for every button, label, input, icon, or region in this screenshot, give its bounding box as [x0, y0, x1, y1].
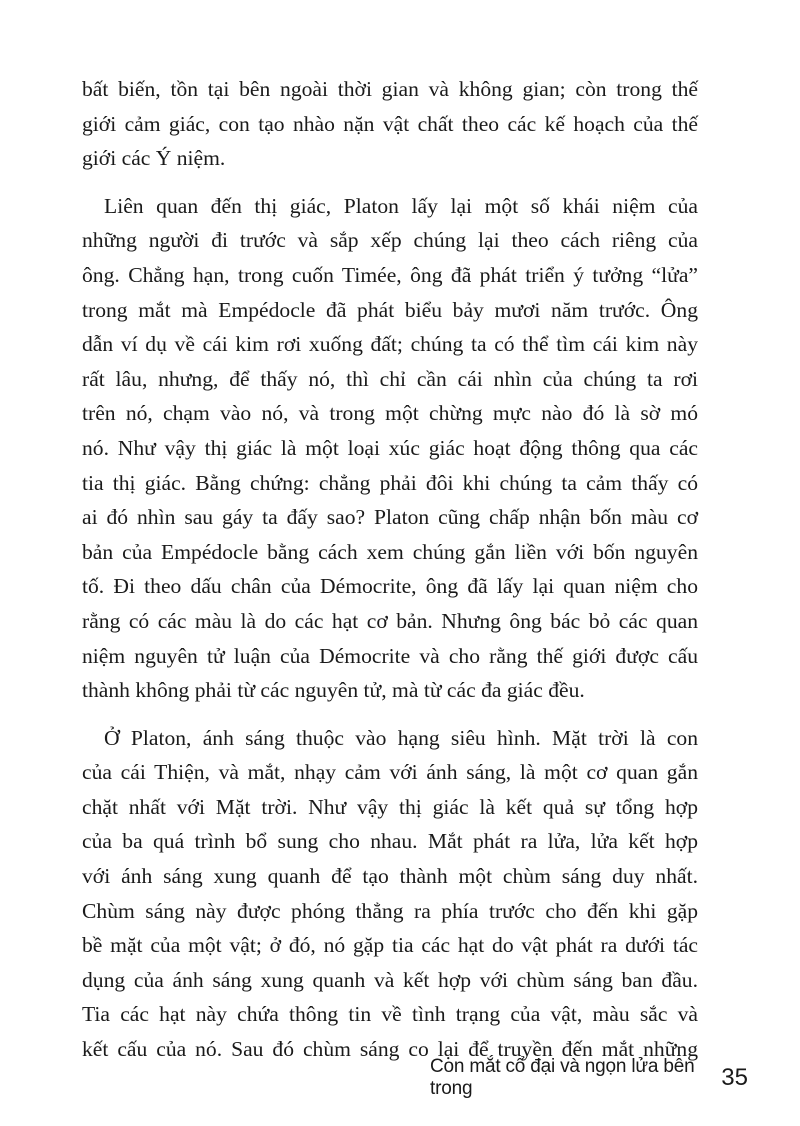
- running-head: Con mắt cổ đại và ngọn lửa bên trong: [430, 1056, 695, 1099]
- text-line: trên nó, chạm vào nó, và trong một chừng mực nào đó là sờ mó: [82, 401, 698, 426]
- text-line: tia thị giác. Bằng chứng: chẳng phải đôi khi chúng ta cảm thấy có: [82, 470, 698, 495]
- text-line: bản của Empédocle bằng cách xem chúng gắn liền với bốn nguyên: [82, 539, 698, 564]
- paragraph-1: [82, 72, 698, 176]
- text-line: bất biến, tồn tại bên ngoài thời gian và không gian; còn trong thế: [82, 77, 698, 101]
- text-line: niệm nguyên tử luận của Démocrite và cho rằng thế giới được cấu: [82, 643, 698, 668]
- text-line: Chùm sáng này được phóng thẳng ra phía trước cho đến khi gặp: [82, 898, 698, 923]
- text-line: những người đi trước và sắp xếp chúng lại theo cách riêng của: [82, 228, 698, 253]
- text-line: ông. Chẳng hạn, trong cuốn Timée, ông đã phát triển ý tưởng “lửa”: [82, 262, 698, 287]
- text-line: thành không phải từ các nguyên tử, mà từ các đa giác đều.: [82, 678, 585, 703]
- paragraph-3: [82, 721, 698, 1067]
- text-line: dụng của ánh sáng xung quanh và kết hợp với chùm sáng ban đầu.: [82, 967, 698, 992]
- text-line: giới các Ý niệm.: [82, 146, 226, 171]
- text-line: trong mắt mà Empédocle đã phát biểu bảy mươi năm trước. Ông: [82, 297, 698, 322]
- body-text: [82, 72, 698, 1067]
- text-line: tố. Đi theo dấu chân của Démocrite, ông đã lấy lại quan niệm cho: [82, 574, 698, 599]
- text-line: với ánh sáng xung quanh để tạo thành một chùm sáng duy nhất.: [82, 864, 698, 889]
- page-footer: [430, 1058, 748, 1098]
- text-line: chặt nhất với Mặt trời. Như vậy thị giác là kết quả sự tổng hợp: [82, 794, 698, 819]
- text-line: rất lâu, nhưng, để thấy nó, thì chỉ cần cái nhìn của chúng ta rơi: [82, 366, 698, 391]
- page-number: 35: [721, 1064, 748, 1091]
- paragraph-2: [82, 189, 698, 708]
- text-line: dẫn ví dụ về cái kim rơi xuống đất; chúng ta có thể tìm cái kim này: [82, 332, 698, 357]
- text-line: giới cảm giác, con tạo nhào nặn vật chất theo các kế hoạch của thế: [82, 111, 698, 136]
- text-line: Tia các hạt này chứa thông tin về tình trạng của vật, màu sắc và: [82, 1002, 698, 1027]
- text-line: Ở Platon, ánh sáng thuộc vào hạng siêu hình. Mặt trời là con: [104, 725, 698, 750]
- text-line: ai đó nhìn sau gáy ta đấy sao? Platon cũng chấp nhận bốn màu cơ: [82, 505, 698, 530]
- text-line: Liên quan đến thị giác, Platon lấy lại một số khái niệm của: [104, 193, 698, 218]
- text-line: kết cấu của nó. Sau đó chùm sáng co lại để truyền đến mắt những: [82, 1037, 698, 1062]
- text-line: nó. Như vậy thị giác là một loại xúc giác hoạt động thông qua các: [82, 435, 698, 460]
- text-line: của ba quá trình bổ sung cho nhau. Mắt phát ra lửa, lửa kết hợp: [82, 829, 698, 854]
- text-line: bề mặt của một vật; ở đó, nó gặp tia các hạt do vật phát ra dưới tác: [82, 933, 698, 958]
- text-line: của cái Thiện, và mắt, nhạy cảm với ánh sáng, là một cơ quan gắn: [82, 760, 698, 785]
- text-line: rằng có các màu là do các hạt cơ bản. Nhưng ông bác bỏ các quan: [82, 608, 698, 633]
